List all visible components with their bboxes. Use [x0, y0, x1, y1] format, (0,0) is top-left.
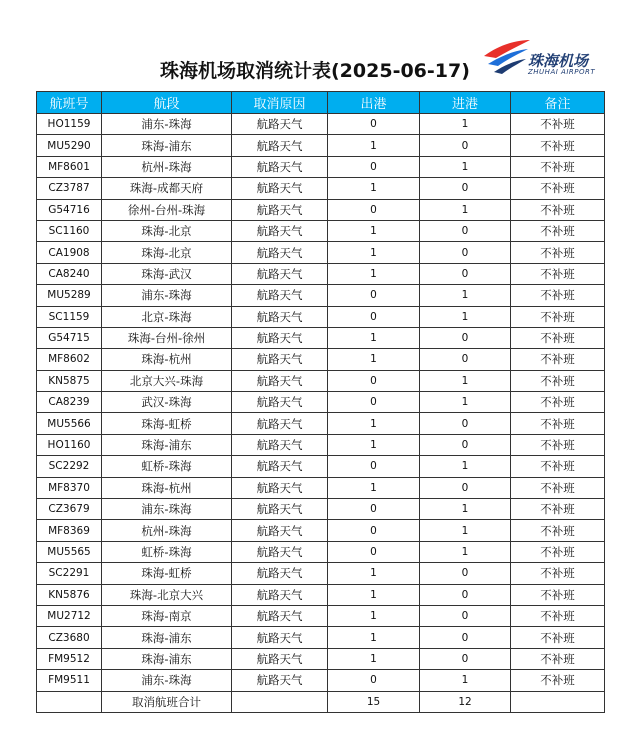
- cell-remark: 不补班: [511, 499, 605, 520]
- cell-route: 珠海-台州-徐州: [102, 327, 232, 348]
- cell-reason: 航路天气: [232, 263, 328, 284]
- total-empty-cell: [37, 691, 102, 712]
- cell-remark: 不补班: [511, 456, 605, 477]
- cell-outbound: 1: [328, 477, 420, 498]
- cell-route: 珠海-武汉: [102, 263, 232, 284]
- cell-remark: 不补班: [511, 178, 605, 199]
- table-row: [37, 156, 605, 177]
- cell-outbound: 0: [328, 306, 420, 327]
- column-header-outbound: 出港: [328, 92, 420, 114]
- cancellation-table: [36, 91, 605, 713]
- cell-outbound: 1: [328, 242, 420, 263]
- cell-flight-no: MU5290: [37, 135, 102, 156]
- cell-inbound: 0: [420, 605, 511, 626]
- cell-outbound: 1: [328, 263, 420, 284]
- cell-inbound: 0: [420, 627, 511, 648]
- cell-remark: 不补班: [511, 477, 605, 498]
- cell-outbound: 1: [328, 627, 420, 648]
- cell-reason: 航路天气: [232, 392, 328, 413]
- cell-route: 虹桥-珠海: [102, 541, 232, 562]
- cell-inbound: 0: [420, 563, 511, 584]
- cell-outbound: 1: [328, 349, 420, 370]
- cell-remark: 不补班: [511, 349, 605, 370]
- cell-outbound: 0: [328, 285, 420, 306]
- cell-inbound: 1: [420, 541, 511, 562]
- cell-inbound: 0: [420, 263, 511, 284]
- total-outbound: 15: [328, 691, 420, 712]
- cell-reason: 航路天气: [232, 285, 328, 306]
- cell-outbound: 0: [328, 114, 420, 135]
- cell-reason: 航路天气: [232, 135, 328, 156]
- table-row: [37, 263, 605, 284]
- cell-inbound: 1: [420, 306, 511, 327]
- cell-route: 徐州-台州-珠海: [102, 199, 232, 220]
- cell-reason: 航路天气: [232, 627, 328, 648]
- table-row: [37, 220, 605, 241]
- cell-reason: 航路天气: [232, 477, 328, 498]
- table-row: [37, 306, 605, 327]
- cell-inbound: 0: [420, 220, 511, 241]
- cell-inbound: 0: [420, 584, 511, 605]
- cell-reason: 航路天气: [232, 156, 328, 177]
- cell-outbound: 0: [328, 156, 420, 177]
- cell-inbound: 0: [420, 434, 511, 455]
- cell-route: 浦东-珠海: [102, 499, 232, 520]
- cell-inbound: 1: [420, 114, 511, 135]
- table-row: [37, 178, 605, 199]
- cell-outbound: 0: [328, 541, 420, 562]
- cell-remark: 不补班: [511, 306, 605, 327]
- cell-inbound: 0: [420, 413, 511, 434]
- table-row: [37, 477, 605, 498]
- cell-route: 珠海-杭州: [102, 477, 232, 498]
- cell-route: 珠海-虹桥: [102, 563, 232, 584]
- cell-outbound: 1: [328, 413, 420, 434]
- cell-inbound: 1: [420, 285, 511, 306]
- column-header-flight-no: 航班号: [37, 92, 102, 114]
- cell-remark: 不补班: [511, 541, 605, 562]
- cell-outbound: 1: [328, 220, 420, 241]
- total-row: [37, 691, 605, 712]
- table-row: [37, 456, 605, 477]
- cell-remark: 不补班: [511, 413, 605, 434]
- cell-flight-no: G54715: [37, 327, 102, 348]
- cell-inbound: 0: [420, 178, 511, 199]
- cell-flight-no: KN5876: [37, 584, 102, 605]
- cell-reason: 航路天气: [232, 605, 328, 626]
- cell-reason: 航路天气: [232, 413, 328, 434]
- cell-reason: 航路天气: [232, 563, 328, 584]
- total-empty-cell: [511, 691, 605, 712]
- table-row: [37, 434, 605, 455]
- total-empty-cell: [232, 691, 328, 712]
- table-row: [37, 370, 605, 391]
- cell-flight-no: SC1160: [37, 220, 102, 241]
- total-inbound: 12: [420, 691, 511, 712]
- cell-outbound: 1: [328, 563, 420, 584]
- cell-flight-no: HO1159: [37, 114, 102, 135]
- cell-reason: 航路天气: [232, 199, 328, 220]
- cell-route: 珠海-浦东: [102, 135, 232, 156]
- column-header-inbound: 进港: [420, 92, 511, 114]
- cell-remark: 不补班: [511, 605, 605, 626]
- table-row: [37, 584, 605, 605]
- cell-remark: 不补班: [511, 434, 605, 455]
- logo-text-cn: 珠海机场: [528, 52, 589, 70]
- table-row: [37, 520, 605, 541]
- cell-inbound: 1: [420, 392, 511, 413]
- cell-route: 北京-珠海: [102, 306, 232, 327]
- cell-inbound: 1: [420, 199, 511, 220]
- table-row: [37, 242, 605, 263]
- cell-route: 珠海-浦东: [102, 627, 232, 648]
- cell-outbound: 1: [328, 178, 420, 199]
- table-row: [37, 605, 605, 626]
- cell-inbound: 0: [420, 349, 511, 370]
- cell-outbound: 0: [328, 456, 420, 477]
- cell-reason: 航路天气: [232, 648, 328, 669]
- cell-reason: 航路天气: [232, 306, 328, 327]
- table-row: [37, 413, 605, 434]
- cell-route: 北京大兴-珠海: [102, 370, 232, 391]
- cell-flight-no: MU5289: [37, 285, 102, 306]
- cell-remark: 不补班: [511, 670, 605, 691]
- cell-remark: 不补班: [511, 199, 605, 220]
- cell-route: 浦东-珠海: [102, 670, 232, 691]
- cell-route: 珠海-成都天府: [102, 178, 232, 199]
- cell-flight-no: MF8602: [37, 349, 102, 370]
- cell-reason: 航路天气: [232, 114, 328, 135]
- cell-outbound: 1: [328, 648, 420, 669]
- cell-flight-no: MF8369: [37, 520, 102, 541]
- cell-flight-no: SC2292: [37, 456, 102, 477]
- cell-reason: 航路天气: [232, 178, 328, 199]
- cell-inbound: 1: [420, 370, 511, 391]
- table-row: [37, 349, 605, 370]
- cell-flight-no: KN5875: [37, 370, 102, 391]
- cell-inbound: 1: [420, 156, 511, 177]
- logo-text-en: ZHUHAI AIRPORT: [528, 68, 596, 76]
- cell-reason: 航路天气: [232, 456, 328, 477]
- cell-outbound: 0: [328, 199, 420, 220]
- table-row: [37, 285, 605, 306]
- cell-remark: 不补班: [511, 520, 605, 541]
- cell-remark: 不补班: [511, 242, 605, 263]
- cell-reason: 航路天气: [232, 670, 328, 691]
- cell-outbound: 0: [328, 520, 420, 541]
- cell-flight-no: MU2712: [37, 605, 102, 626]
- cell-inbound: 0: [420, 477, 511, 498]
- cell-remark: 不补班: [511, 156, 605, 177]
- cell-reason: 航路天气: [232, 541, 328, 562]
- cell-flight-no: MF8601: [37, 156, 102, 177]
- cell-remark: 不补班: [511, 220, 605, 241]
- cell-route: 珠海-浦东: [102, 434, 232, 455]
- cell-outbound: 0: [328, 392, 420, 413]
- cell-remark: 不补班: [511, 370, 605, 391]
- cell-flight-no: CZ3680: [37, 627, 102, 648]
- cell-outbound: 0: [328, 670, 420, 691]
- cell-remark: 不补班: [511, 263, 605, 284]
- cell-reason: 航路天气: [232, 349, 328, 370]
- cell-reason: 航路天气: [232, 584, 328, 605]
- cell-inbound: 1: [420, 456, 511, 477]
- cell-flight-no: FM9511: [37, 670, 102, 691]
- cell-route: 浦东-珠海: [102, 285, 232, 306]
- cell-remark: 不补班: [511, 563, 605, 584]
- cell-outbound: 1: [328, 327, 420, 348]
- cell-remark: 不补班: [511, 135, 605, 156]
- cell-route: 杭州-珠海: [102, 156, 232, 177]
- cell-inbound: 0: [420, 242, 511, 263]
- cell-inbound: 0: [420, 135, 511, 156]
- cell-flight-no: FM9512: [37, 648, 102, 669]
- cell-reason: 航路天气: [232, 327, 328, 348]
- cell-flight-no: CA1908: [37, 242, 102, 263]
- cell-remark: 不补班: [511, 648, 605, 669]
- cell-remark: 不补班: [511, 114, 605, 135]
- cell-route: 武汉-珠海: [102, 392, 232, 413]
- cell-inbound: 0: [420, 327, 511, 348]
- cell-outbound: 1: [328, 605, 420, 626]
- total-label: 取消航班合计: [102, 691, 232, 712]
- cell-route: 珠海-虹桥: [102, 413, 232, 434]
- cell-route: 珠海-浦东: [102, 648, 232, 669]
- cell-route: 珠海-南京: [102, 605, 232, 626]
- cell-outbound: 1: [328, 434, 420, 455]
- cell-flight-no: MU5565: [37, 541, 102, 562]
- cell-flight-no: CZ3787: [37, 178, 102, 199]
- table-row: [37, 627, 605, 648]
- table-row: [37, 541, 605, 562]
- cell-flight-no: MF8370: [37, 477, 102, 498]
- cell-outbound: 0: [328, 370, 420, 391]
- cell-outbound: 1: [328, 584, 420, 605]
- cell-reason: 航路天气: [232, 434, 328, 455]
- table-row: [37, 114, 605, 135]
- table-row: [37, 648, 605, 669]
- table-header-row: [37, 92, 605, 114]
- cell-route: 珠海-北京: [102, 242, 232, 263]
- cell-outbound: 0: [328, 499, 420, 520]
- cell-remark: 不补班: [511, 285, 605, 306]
- cell-reason: 航路天气: [232, 370, 328, 391]
- column-header-reason: 取消原因: [232, 92, 328, 114]
- column-header-remark: 备注: [511, 92, 605, 114]
- table-row: [37, 499, 605, 520]
- table-row: [37, 327, 605, 348]
- cell-flight-no: CZ3679: [37, 499, 102, 520]
- cell-route: 杭州-珠海: [102, 520, 232, 541]
- cell-outbound: 1: [328, 135, 420, 156]
- table-row: [37, 392, 605, 413]
- cell-route: 虹桥-珠海: [102, 456, 232, 477]
- cell-reason: 航路天气: [232, 499, 328, 520]
- cell-reason: 航路天气: [232, 242, 328, 263]
- page-title: 珠海机场取消统计表(2025-06-17): [160, 60, 470, 82]
- cell-remark: 不补班: [511, 392, 605, 413]
- cell-flight-no: HO1160: [37, 434, 102, 455]
- table-row: [37, 670, 605, 691]
- column-header-route: 航段: [102, 92, 232, 114]
- cell-remark: 不补班: [511, 627, 605, 648]
- cell-inbound: 1: [420, 670, 511, 691]
- cell-flight-no: CA8240: [37, 263, 102, 284]
- table-row: [37, 135, 605, 156]
- cell-inbound: 1: [420, 520, 511, 541]
- cell-inbound: 0: [420, 648, 511, 669]
- cell-route: 珠海-北京: [102, 220, 232, 241]
- cell-flight-no: MU5566: [37, 413, 102, 434]
- cell-reason: 航路天气: [232, 220, 328, 241]
- cell-remark: 不补班: [511, 327, 605, 348]
- cell-flight-no: SC2291: [37, 563, 102, 584]
- cell-route: 珠海-杭州: [102, 349, 232, 370]
- cell-inbound: 1: [420, 499, 511, 520]
- table-row: [37, 563, 605, 584]
- cell-route: 浦东-珠海: [102, 114, 232, 135]
- cell-flight-no: G54716: [37, 199, 102, 220]
- cell-remark: 不补班: [511, 584, 605, 605]
- cell-flight-no: CA8239: [37, 392, 102, 413]
- cell-flight-no: SC1159: [37, 306, 102, 327]
- cell-reason: 航路天气: [232, 520, 328, 541]
- cell-route: 珠海-北京大兴: [102, 584, 232, 605]
- table-row: [37, 199, 605, 220]
